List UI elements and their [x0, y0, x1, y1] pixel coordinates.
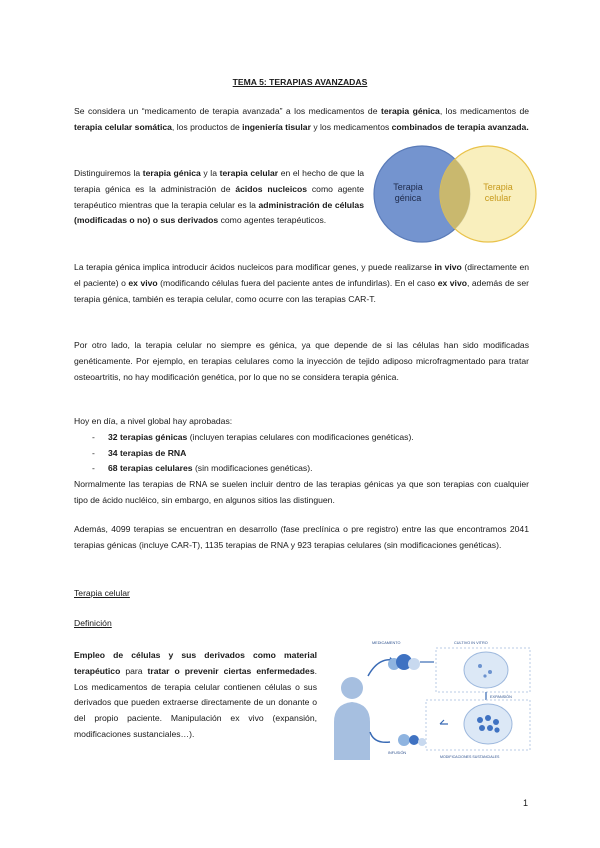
text-run: para — [120, 665, 148, 676]
culture-dish-icon — [464, 652, 508, 688]
bold-run: ex vivo — [128, 277, 158, 288]
arrow-icon — [440, 720, 448, 724]
cell-label-1: Terapia — [483, 182, 513, 192]
infusion-arrow-icon — [370, 732, 390, 742]
bold-run: terapia génica — [142, 168, 201, 178]
text-run: (incluyen terapias celulares con modificaciones genéticas). — [187, 431, 414, 442]
cell-therapy-paragraph: Por otro lado, la terapia celular no siempre es génica, ya que depende de si las células han sido modificadas genéticamente. Por ejemplo, en terapias celulares como la inyección de tejido adiposo microfragmentado para tratar osteoartritis, no hay modificación genética, por lo que no se considera terapia génica. — [74, 340, 529, 382]
patient-silhouette-icon — [334, 677, 370, 760]
text-run: y la — [200, 168, 220, 178]
text-run: , los medicamentos de — [439, 106, 530, 116]
cell-dot — [478, 664, 482, 668]
gene-label-2: génica — [394, 193, 422, 203]
venn-diagram — [370, 142, 540, 246]
bold-run: in vivo — [434, 262, 462, 272]
rna-note: Normalmente las terapias de RNA se suelen incluir dentro de las terapias génicas ya que son terapias con cualquier tipo de ácido nucléico, sin embargo, en algunos sitios las distinguen. — [74, 479, 529, 505]
cell-therapy-figure — [330, 636, 536, 760]
in-vivo-ex-vivo-paragraph — [74, 260, 529, 307]
approved-intro: Hoy en día, a nivel global hay aprobadas: — [74, 416, 233, 426]
text-run: (directamente en el paciente) o — [74, 262, 529, 288]
bold-run: terapia celular somática — [74, 121, 172, 132]
bold-run: ex vivo — [437, 277, 467, 288]
bold-run: Empleo de células y sus derivados como material terapéutico — [74, 650, 317, 676]
approved-paragraph — [74, 414, 529, 509]
section-heading: Terapia celular — [74, 588, 130, 598]
development-paragraph: Además, 4099 terapias se encuentran en desarrollo (fase preclínica o pre registro) entre las que encontramos 2041 terapias génicas (incluye CAR-T), 1135 terapias de RNA y 923 terapias celulares (sin modificaciones genéticas). — [74, 524, 529, 550]
text-run: y los medicamentos — [310, 121, 392, 132]
text-run: La terapia génica implica introducir ácidos nucleicos para modificar genes, y puede realizarse — [74, 262, 435, 272]
bold-run: administración de células (modificadas o no) o sus derivados — [74, 199, 364, 226]
text-run: como agentes terapéuticos. — [218, 215, 327, 226]
page-title: TEMA 5: TERAPIAS AVANZADAS — [232, 77, 368, 87]
infused-cells-icon — [398, 734, 426, 746]
list-item — [74, 430, 529, 446]
page-number: 1 — [522, 798, 528, 808]
text-run: (sin modificaciones genéticas). — [192, 463, 313, 474]
text-run: Distinguiremos la — [74, 168, 143, 178]
bold-run: combinados de terapia avanzada. — [391, 121, 529, 132]
label-expansion: EXPANSIÓN — [490, 695, 512, 699]
extracted-cells-icon — [388, 654, 420, 670]
text-run: Se considera un “medicamento de terapia avanzada” a los medicamentos de — [74, 106, 381, 116]
definition-paragraph — [74, 648, 317, 743]
cell-label-2: celular — [484, 193, 512, 203]
cell-dot — [483, 674, 486, 677]
text-run: , los productos de — [171, 121, 243, 132]
bold-run: terapia celular — [219, 168, 279, 178]
label-infusion: INFUSIÓN — [388, 751, 407, 755]
bold-run: ácidos nucleicos — [235, 183, 308, 194]
subsection-heading: Definición — [74, 618, 112, 628]
label-extract: MEDICAMENTO — [372, 641, 401, 645]
bold-run: 32 terapias génicas — [108, 431, 188, 442]
text-run: en el hecho de que la terapia génica es la administración de — [74, 168, 365, 194]
bold-run: terapia génica — [380, 106, 440, 116]
list-item — [74, 446, 529, 462]
text-run: (modificando células fuera del paciente antes de infundirlas). En el caso — [157, 277, 438, 288]
list-item — [74, 461, 529, 477]
gene-label-1: Terapia — [393, 182, 423, 192]
bold-run: 68 terapias celulares — [108, 463, 193, 474]
distinction-paragraph — [74, 166, 364, 229]
intro-paragraph — [74, 104, 529, 136]
bold-run: tratar o prevenir ciertas enfermedades — [147, 665, 315, 676]
expansion-dish-icon — [464, 704, 512, 744]
text-run: como agente terapéutico mientras que la terapia celular es la — [74, 183, 364, 210]
cell-dot — [488, 670, 492, 674]
label-modifications: MODIFICACIONES SUSTANCIALES — [440, 755, 500, 759]
bold-run: 34 terapias de RNA — [108, 447, 187, 458]
bold-run: ingeniería tisular — [242, 121, 311, 132]
text-run: . Los medicamentos de terapia celular contienen células o sus derivados que pueden extraerse directamente de un donante o del propio paciente. Manipulación ex vivo (expansión, modificaciones sustanciales…). — [74, 665, 317, 739]
approved-list — [74, 430, 529, 477]
text-run: , además de ser terapia génica, también es terapia celular, como ocurre con las terapias CAR-T. — [74, 277, 529, 304]
label-culture: CULTIVO IN VITRO — [454, 641, 488, 645]
